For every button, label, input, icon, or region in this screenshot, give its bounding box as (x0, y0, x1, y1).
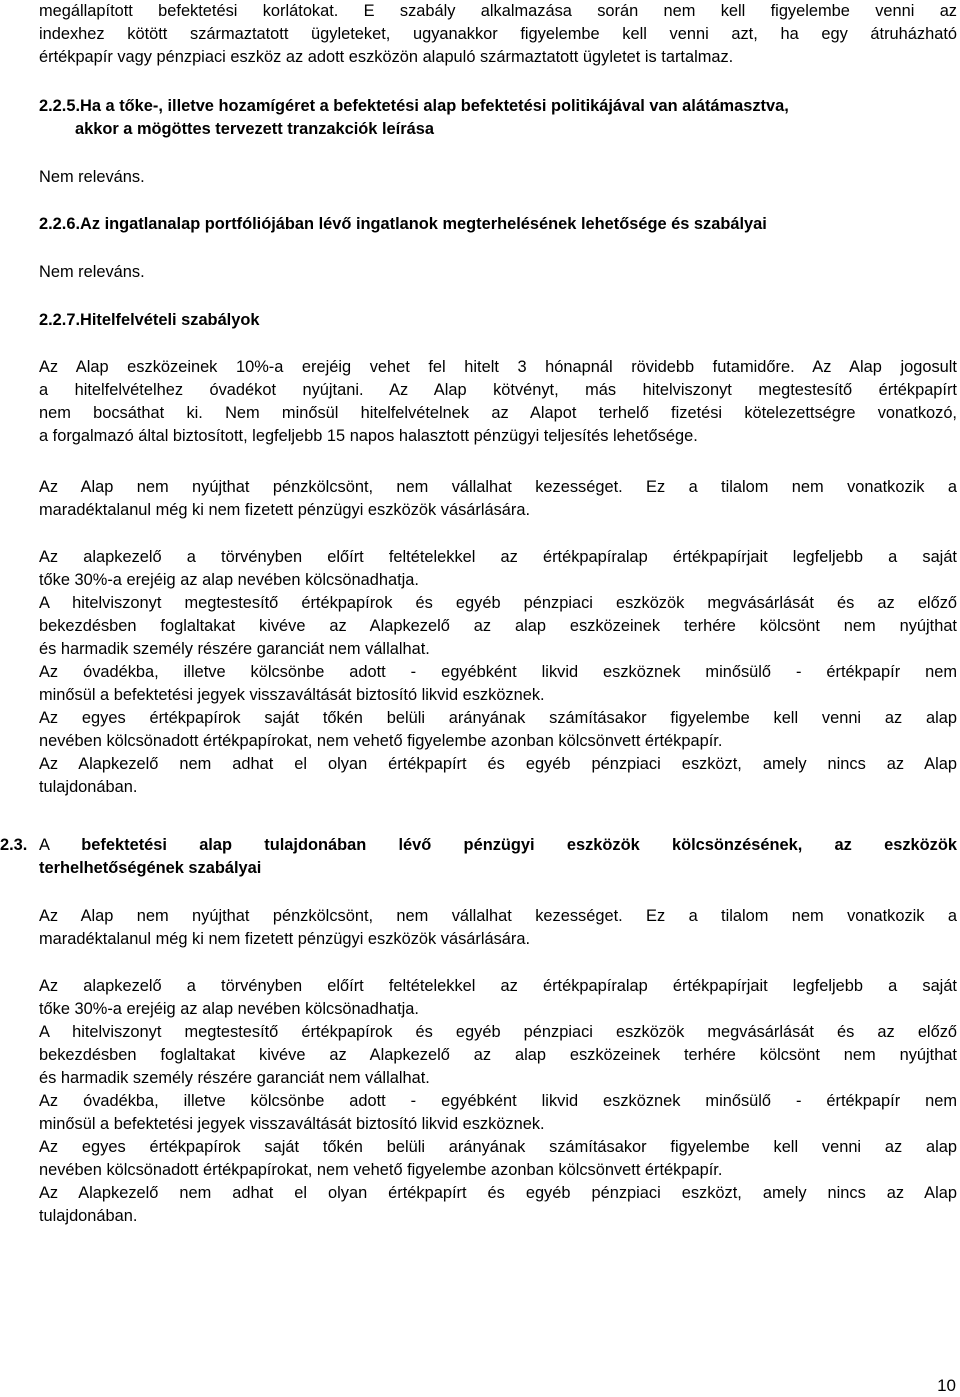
section-number: 2.3. (0, 836, 28, 854)
section-heading-2-3 (0, 834, 957, 880)
paragraph-line: és harmadik személy részére garanciát nem vállalhat. (39, 1069, 430, 1087)
paragraph-line: Az óvadékba, illetve kölcsönbe adott - egyébként likvid eszköznek minősülő - értékpapír nem (39, 663, 957, 681)
paragraph-line: tőke 30%-a erejéig az alap nevében kölcsönadhatja. (39, 1000, 419, 1018)
paragraph-line: tulajdonában. (39, 778, 138, 796)
section-body-2-2-5: Nem releváns. (39, 168, 145, 186)
paragraph-line: Az Alap nem nyújthat pénzkölcsönt, nem vállalhat kezességet. Ez a tilalom nem vonatkozik a (39, 478, 957, 496)
paragraph-line: a forgalmazó által biztosított, legfeljebb 15 napos halasztott pénzügyi teljesítés lehetősége. (39, 427, 698, 445)
section-title-line: Ha a tőke-, illetve hozamígéret a befektetési alap befektetési politikájával van alátámasztva, (80, 97, 789, 115)
paragraph-line: Az alapkezelő a törvényben előírt feltételekkel az értékpapíralap értékpapírjait legfeljebb a saját (39, 548, 957, 566)
paragraph-line: nem bocsáthat ki. Nem minősül hitelfelvételnek az Alapot terhelő fizetési kötelezettségre vonatkozó, (39, 404, 957, 422)
section-title-line (39, 834, 957, 857)
paragraph-line: A hitelviszonyt megtestesítő értékpapírok és egyéb pénzpiaci eszközök megvásárlását és az előző (39, 1023, 957, 1041)
section-title (0, 834, 957, 880)
section-2-3-paragraph-1 (39, 905, 957, 951)
paragraph-line: minősül a befektetési jegyek visszaváltását biztosító likvid eszköznek. (39, 1115, 545, 1133)
paragraph-line: indexhez kötött származtatott ügyleteket, ugyanakkor figyelembe kell venni azt, ha egy átruházható (39, 25, 957, 43)
paragraph-line: minősül a befektetési jegyek visszaváltását biztosító likvid eszköznek. (39, 686, 545, 704)
paragraph-line: nevében kölcsönadott értékpapírokat, nem vehető figyelembe azonban kölcsönvett értékpapír. (39, 732, 723, 750)
paragraph-line: Az egyes értékpapírok saját tőkén belüli arányának számításakor figyelembe kell venni az alap (39, 1138, 957, 1156)
paragraph-line: tőke 30%-a erejéig az alap nevében kölcsönadhatja. (39, 571, 419, 589)
section-number: 2.2.5. (39, 97, 81, 115)
paragraph-line: nevében kölcsönadott értékpapírokat, nem vehető figyelembe azonban kölcsönvett értékpapír. (39, 1161, 723, 1179)
paragraph-line: Az Alapkezelő nem adhat el olyan értékpapírt és egyéb pénzpiaci eszközt, amely nincs az Alap (39, 1184, 957, 1202)
section-number: 2.2.7. (39, 311, 81, 329)
section-number: 2.2.6. (39, 215, 81, 233)
paragraph-line: Az Alapkezelő nem adhat el olyan értékpapírt és egyéb pénzpiaci eszközt, amely nincs az Alap (39, 755, 957, 773)
section-title: Hitelfelvételi szabályok (80, 311, 260, 329)
section-2-2-7-paragraph-3 (39, 546, 957, 799)
paragraph-line: Az alapkezelő a törvényben előírt feltételekkel az értékpapíralap értékpapírjait legfeljebb a saját (39, 977, 957, 995)
paragraph-line: maradéktalanul még ki nem fizetett pénzügyi eszközök vásárlására. (39, 501, 531, 519)
section-heading-2-2-5 (39, 95, 957, 141)
paragraph-line: maradéktalanul még ki nem fizetett pénzügyi eszközök vásárlására. (39, 930, 531, 948)
section-title-line: terhelhetőségének szabályai (39, 859, 262, 877)
paragraph-line: Az Alap eszközeinek 10%-a erejéig vehet fel hitelt 3 hónapnál rövidebb futamidőre. Az Alap jogosult (39, 358, 957, 376)
paragraph-line: A hitelviszonyt megtestesítő értékpapírok és egyéb pénzpiaci eszközök megvásárlását és az előző (39, 594, 957, 612)
section-heading-2-2-6 (39, 213, 957, 236)
section-title: Az ingatlanalap portfóliójában lévő ingatlanok megterhelésének lehetősége és szabályai (80, 215, 767, 233)
page-number: 10 (937, 1376, 956, 1395)
section-title-prefix: A (39, 836, 82, 854)
paragraph-line: tulajdonában. (39, 1207, 138, 1225)
paragraph-line: bekezdésben foglaltakat kivéve az Alapkezelő az alap eszközeinek terhére kölcsönt nem nyújthat (39, 1046, 957, 1064)
section-2-2-7-paragraph-2 (39, 476, 957, 522)
paragraph-line: értékpapír vagy pénzpiaci eszköz az adott eszközön alapuló származtatott ügyletet is tartalmaz. (39, 48, 734, 66)
section-2-3-paragraph-2 (39, 975, 957, 1228)
section-heading-2-2-7 (39, 309, 957, 332)
top-paragraph (39, 0, 957, 69)
section-body-2-2-6: Nem releváns. (39, 263, 145, 281)
paragraph-line: Az óvadékba, illetve kölcsönbe adott - egyébként likvid eszköznek minősülő - értékpapír nem (39, 1092, 957, 1110)
section-2-2-7-paragraph-1 (39, 356, 957, 448)
section-title-text: befektetési alap tulajdonában lévő pénzügyi eszközök kölcsönzésének, az eszközök (81, 836, 957, 854)
paragraph-line: és harmadik személy részére garanciát nem vállalhat. (39, 640, 430, 658)
paragraph-line: megállapított befektetési korlátokat. E szabály alkalmazása során nem kell figyelembe venni az (39, 2, 957, 20)
paragraph-line: Az Alap nem nyújthat pénzkölcsönt, nem vállalhat kezességet. Ez a tilalom nem vonatkozik a (39, 907, 957, 925)
paragraph-line: Az egyes értékpapírok saját tőkén belüli arányának számításakor figyelembe kell venni az alap (39, 709, 957, 727)
paragraph-line: bekezdésben foglaltakat kivéve az Alapkezelő az alap eszközeinek terhére kölcsönt nem nyújthat (39, 617, 957, 635)
paragraph-line: a hitelfelvételhez óvadékot nyújtani. Az Alap kötvényt, más hitelviszonyt megtestesítő értékpapírt (39, 381, 957, 399)
section-title-line: akkor a mögöttes tervezett tranzakciók leírása (75, 120, 434, 138)
